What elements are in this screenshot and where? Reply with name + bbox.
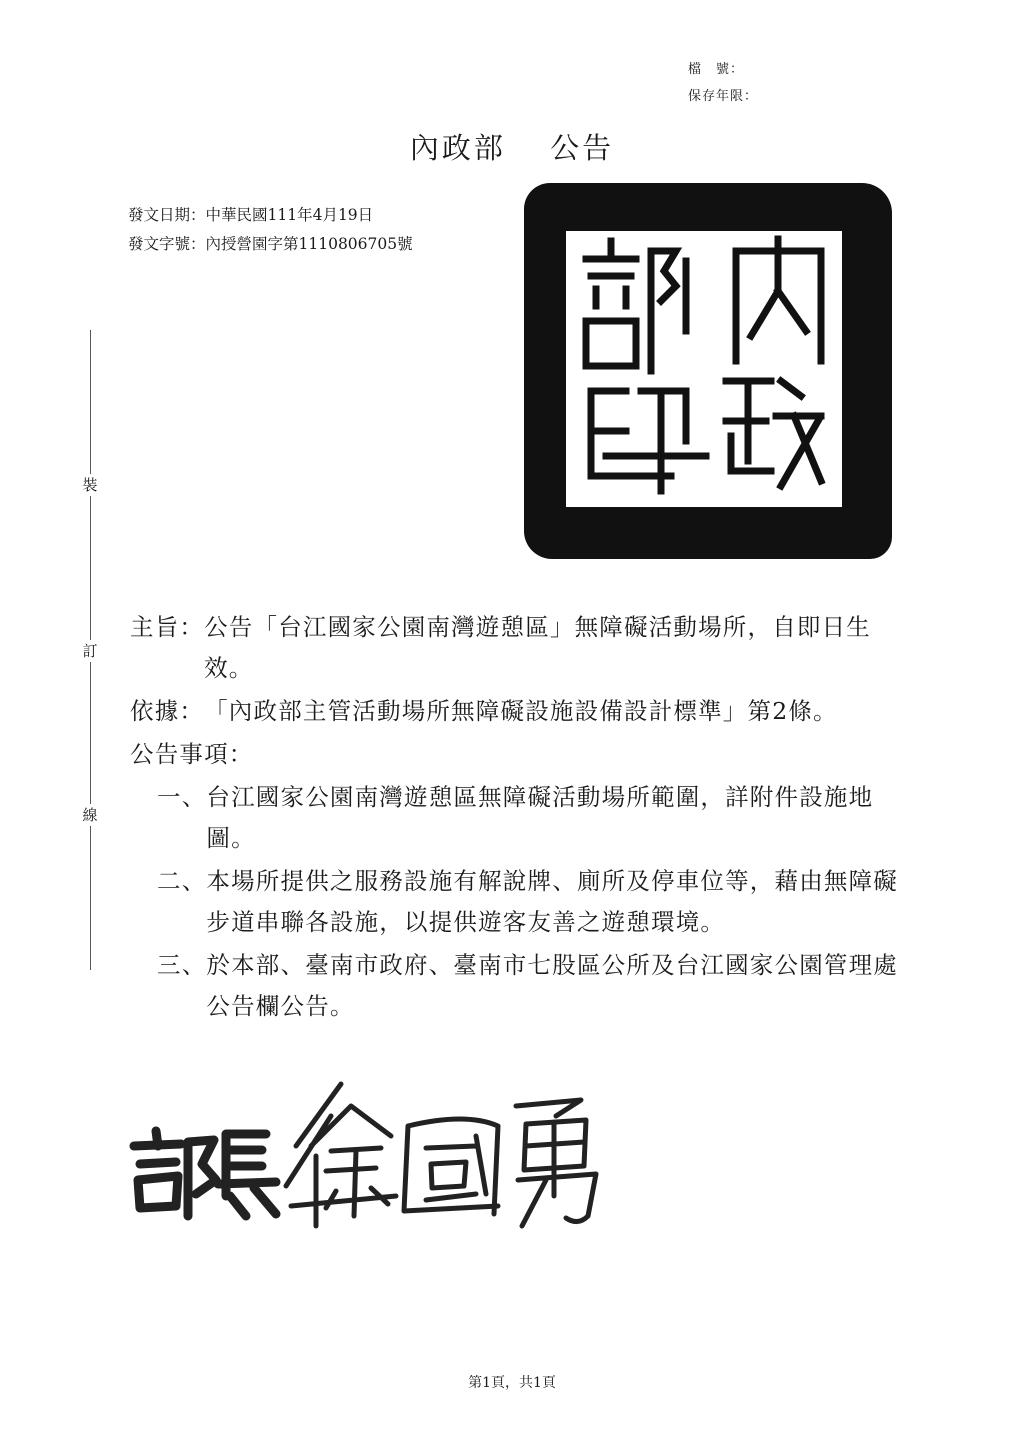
- issue-date: 發文日期：中華民國111年4月19日: [128, 206, 374, 224]
- minister-signature: [126, 1076, 626, 1236]
- title-type: 公告: [550, 131, 615, 165]
- basis-row: [130, 691, 910, 732]
- subject-row: [130, 607, 910, 689]
- basis-text: 「內政部主管活動場所無障礙設施設備設計標準」第2條。: [204, 697, 838, 725]
- basis-label: 依據：: [130, 697, 205, 725]
- notice-item: [157, 945, 910, 1027]
- binding-char-ding: 訂: [80, 640, 100, 662]
- binding-char-zhuang: 裝: [80, 474, 100, 496]
- official-seal: [524, 183, 892, 559]
- file-number-label: 檔 號：: [687, 62, 744, 77]
- item-text: 台江國家公園南灣遊憩區無障礙活動場所範圍，詳附件設施地圖。: [206, 783, 874, 852]
- subject-label: 主旨：: [130, 613, 205, 641]
- notice-body: [130, 607, 910, 1029]
- retention-period-label: 保存年限：: [687, 89, 758, 104]
- seal-inner: [566, 231, 842, 507]
- file-meta: [688, 56, 758, 110]
- item-number: 三、: [157, 951, 207, 979]
- notice-label: 公告事項：: [130, 740, 254, 768]
- signature-strokes: [126, 1076, 626, 1236]
- notice-item: [157, 777, 910, 859]
- title-org: 內政部: [409, 131, 506, 165]
- item-number: 一、: [157, 783, 207, 811]
- issue-reference: 發文字號：內授營園字第1110806705號: [128, 235, 413, 253]
- item-number: 二、: [157, 867, 207, 895]
- item-text: 於本部、臺南市政府、臺南市七股區公所及台江國家公園管理處公告欄公告。: [206, 951, 899, 1020]
- issue-info: [128, 201, 413, 259]
- notice-items: [157, 777, 910, 1027]
- notice-items-heading: [130, 734, 910, 775]
- item-text: 本場所提供之服務設施有解說牌、廁所及停車位等，藉由無障礙步道串聯各設施，以提供遊客友善之遊憩環境。: [206, 867, 899, 936]
- document-title: [0, 126, 1024, 167]
- notice-item: [157, 861, 910, 943]
- seal-glyphs: [566, 231, 842, 507]
- binding-char-xian: 線: [80, 804, 100, 826]
- subject-text: 公告「台江國家公園南灣遊憩區」無障礙活動場所，自即日生效。: [204, 613, 872, 682]
- page-number: 第1頁，共1頁: [468, 1375, 556, 1391]
